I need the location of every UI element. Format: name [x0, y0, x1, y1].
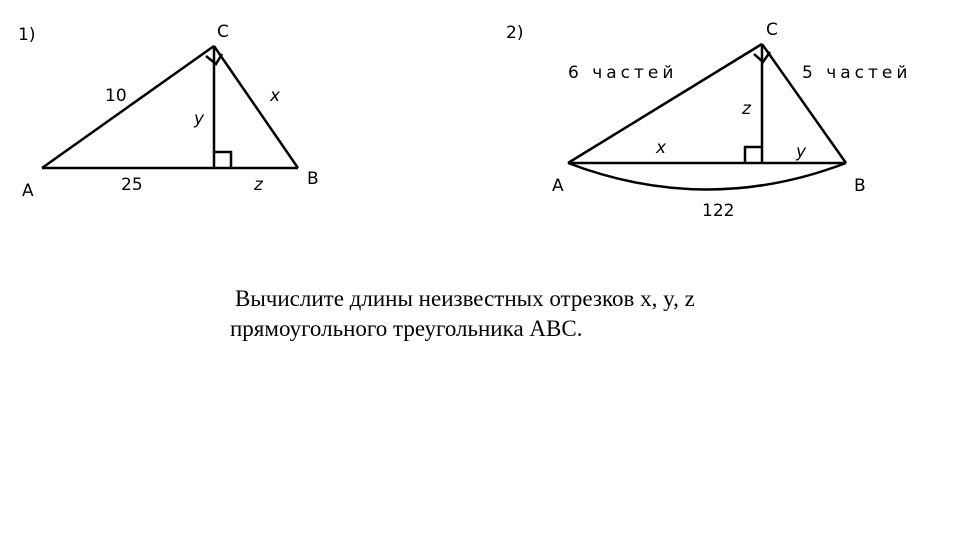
figure-1-side-cb-label: x: [270, 86, 281, 106]
task-text: [230, 284, 695, 344]
figure-1-number: 1): [18, 25, 36, 45]
task-line-1: Вычислите длины неизвестных отрезков x, y, z: [235, 286, 695, 311]
figure-2-right-angle-mark: [745, 147, 762, 163]
figure-1-segment-ad-label: 25: [121, 175, 143, 195]
figure-2-segment-ad-label: x: [656, 138, 667, 158]
figure-2-hypotenuse-label: 122: [702, 201, 735, 221]
figure-1-altitude-label: y: [194, 109, 205, 129]
figure-2-vertex-a: A: [552, 176, 564, 196]
figure-2-vertex-c: C: [766, 20, 778, 40]
figure-1-vertex-b: B: [307, 169, 319, 189]
figure-1-segment-db-label: z: [254, 175, 263, 195]
figure-2-vertex-b: B: [854, 176, 866, 196]
figure-2-ratio-cb-label: 5 частей: [802, 63, 912, 83]
figure-1-vertex-a: A: [22, 181, 34, 201]
figure-1-side-ac-label: 10: [105, 86, 127, 106]
figure-1-side-cb: [214, 46, 298, 168]
figure-2-segment-db-label: y: [796, 142, 807, 162]
figure-1-vertex-c: C: [217, 22, 229, 42]
figure-1-right-angle-mark: [214, 152, 231, 168]
figure-2: [506, 20, 911, 221]
figure-2-ratio-ac-label: 6 частей: [568, 63, 678, 83]
figure-1: [18, 22, 319, 201]
figure-2-altitude-label: z: [742, 99, 751, 119]
figure-2-number: 2): [506, 23, 524, 43]
figure-1-side-ac: [42, 46, 214, 168]
task-line-2: прямоугольного треугольника ABC.: [230, 316, 583, 341]
figure-2-hypotenuse-brace: [568, 163, 846, 190]
